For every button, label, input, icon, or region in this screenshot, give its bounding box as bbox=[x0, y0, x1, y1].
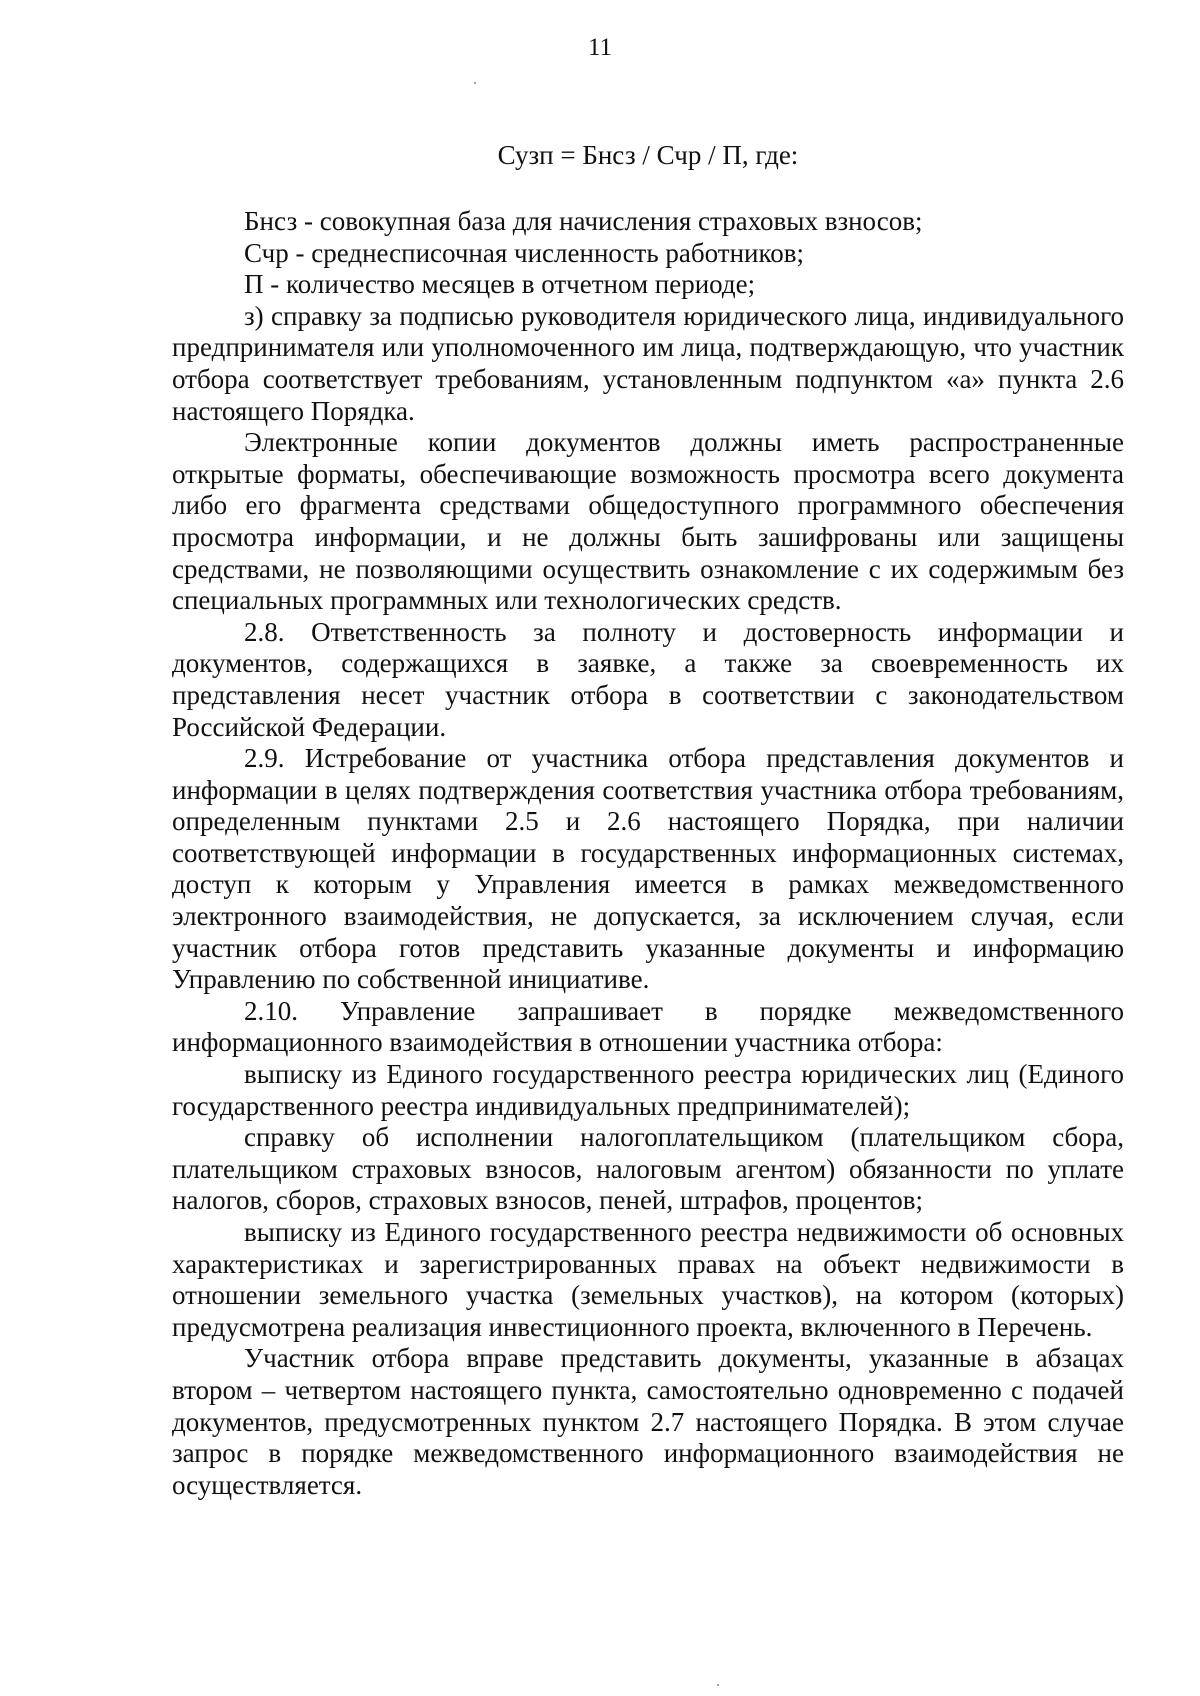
formula-legend-item: П - количество месяцев в отчетном периоде; bbox=[244, 269, 756, 300]
formula: Сузп = Бнсз / Счр / П, где: bbox=[497, 140, 799, 170]
formula-legend-item: Счр - среднесписочная численность работников; bbox=[244, 237, 804, 268]
paragraph: 2.9. Истребование от участника отбора представления документов и информации в целях подтверждения соответствия участника отбора требованиям, определенным пунктами 2.5 и 2.6 настоящего Порядка, при наличии соответствующей информации в государственных информационных системах, доступ к которым у Управления имеется в рамках межведомственного электронного взаимодействия, не допускается, за исключением случая, если участник отбора готов представить указанные документы и информацию Управлению по собственной инициативе. bbox=[172, 743, 1124, 995]
document-body bbox=[172, 206, 1124, 1501]
paragraph: 2.8. Ответственность за полноту и достоверность информации и документов, содержащихся в заявке, а также за своевременность их представления несет участник отбора в соответствии с законодательством Российской Федерации. bbox=[172, 616, 1124, 742]
paragraph: выписку из Единого государственного реестра юридических лиц (Единого государственного реестра индивидуальных предпринимателей); bbox=[172, 1059, 1124, 1121]
paragraph: 2.10. Управление запрашивает в порядке межведомственного информационного взаимодействия в отношении участника отбора: bbox=[172, 995, 1124, 1058]
paragraph: выписку из Единого государственного реестра недвижимости об основных характеристиках и зарегистрированных правах на объект недвижимости в отношении земельного участка (земельных участков), на котором (которых) предусмотрена реализация инвестиционного проекта, включенного в Перечень. bbox=[172, 1217, 1124, 1342]
page-number: 11 bbox=[587, 34, 613, 61]
paragraph: Электронные копии документов должны иметь распространенные открытые форматы, обеспечивающие возможность просмотра всего документа либо его фрагмента средствами общедоступного программного обеспечения просмотра информации, и не должны быть зашифрованы или защищены средствами, не позволяющими осуществить ознакомление с их содержимым без специальных программных или технологических средств. bbox=[172, 427, 1124, 616]
paragraph: Участник отбора вправе представить документы, указанные в абзацах втором – четвертом настоящего пункта, самостоятельно одновременно с подачей документов, предусмотренных пунктом 2.7 настоящего Порядка. В этом случае запрос в порядке межведомственного информационного взаимодействия не осуществляется. bbox=[172, 1343, 1124, 1500]
scan-speck bbox=[717, 1684, 719, 1686]
paragraph: з) справку за подписью руководителя юридического лица, индивидуального предпринимателя или уполномоченного им лица, подтверждающую, что участник отбора соответствует требованиям, установленным подпунктом «а» пункта 2.6 настоящего Порядка. bbox=[172, 300, 1124, 426]
paragraph: справку об исполнении налогоплательщиком (плательщиком сбора, плательщиком страховых взносов, налоговым агентом) обязанности по уплате налогов, сборов, страховых взносов, пеней, штрафов, процентов; bbox=[172, 1122, 1124, 1216]
formula-legend-item: Бнсз - совокупная база для начисления страховых взносов; bbox=[244, 206, 923, 236]
scan-speck bbox=[474, 82, 476, 84]
